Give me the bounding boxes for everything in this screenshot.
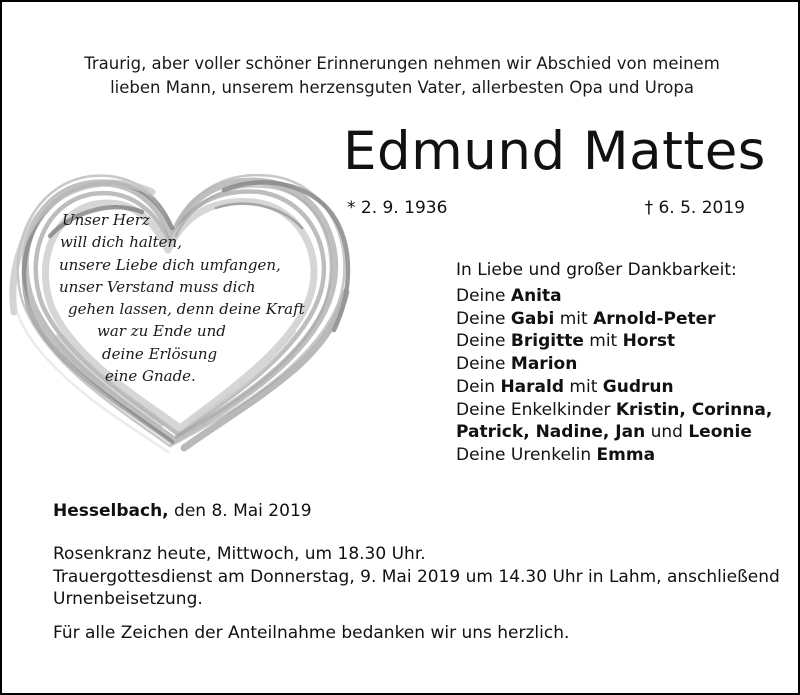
mourner-name: Harald	[500, 376, 565, 397]
service-line: Rosenkranz heute, Mittwoch, um 18.30 Uhr.	[53, 544, 426, 564]
mourner-relation: Deine	[456, 308, 511, 329]
mourner-relation: Deine	[456, 286, 511, 306]
mourner-name: Kristin, Corinna,	[615, 399, 773, 420]
service-line: Trauergottesdienst am Donnerstag, 9. Mai 2019 um 14.30 Uhr in Lahm, anschließend	[53, 566, 780, 587]
poem-line: unser Verstand muss dich	[59, 277, 256, 296]
poem-line: gehen lassen, denn deine Kraft	[68, 300, 305, 319]
mourner-name: Anita	[510, 286, 562, 306]
mourner-row	[456, 353, 772, 376]
place-date	[53, 499, 312, 523]
mourner-name: Arnold-Peter	[593, 308, 716, 329]
mourner-row	[456, 308, 772, 331]
mourner-name: Marion	[510, 354, 578, 375]
mourner-row	[456, 444, 772, 467]
mourner-relation: und	[645, 422, 689, 443]
poem-line: Unser Herz	[62, 211, 150, 229]
intro-line: Traurig, aber voller schöner Erinnerungen nehmen wir Abschied von meinem	[84, 54, 720, 73]
service-info	[53, 543, 780, 611]
mourner-name: Leonie	[688, 422, 752, 443]
poem-line: will dich halten,	[60, 233, 182, 252]
place-date-text: den 8. Mai 2019	[168, 501, 312, 521]
mourner-relation: Deine	[456, 331, 511, 352]
mourner-relation: mit	[554, 308, 594, 329]
mourner-row	[456, 399, 772, 422]
poem	[2, 209, 362, 387]
mourner-name: Patrick, Nadine, Jan	[456, 422, 646, 443]
service-line: Urnenbeisetzung.	[53, 589, 203, 610]
death-date: † 6. 5. 2019	[644, 198, 745, 218]
mourner-relation: mit	[564, 376, 603, 397]
poem-line: deine Erlösung	[102, 344, 218, 363]
mourner-row	[456, 330, 772, 353]
intro-text	[2, 52, 800, 100]
mourner-name: Emma	[596, 444, 656, 465]
mourner-name: Brigitte	[510, 331, 584, 352]
mourner-name: Gabi	[510, 308, 555, 329]
closing-thanks: Für alle Zeichen der Anteilnahme bedanken wir uns herzlich.	[53, 623, 570, 643]
mourner-row	[456, 421, 772, 444]
mourner-relation: Deine	[456, 354, 511, 375]
mourner-relation: Deine Enkelkinder	[456, 399, 616, 420]
mourner-row	[456, 285, 772, 308]
poem-line: war zu Ende und	[97, 322, 226, 341]
mourners-list	[456, 285, 772, 467]
birth-date: * 2. 9. 1936	[347, 198, 448, 218]
place-town: Hesselbach,	[53, 501, 169, 521]
deceased-name: Edmund Mattes	[343, 121, 766, 182]
mourner-relation: mit	[583, 331, 623, 352]
mourner-relation: Dein	[456, 376, 501, 397]
poem-line: unsere Liebe dich umfangen,	[59, 255, 281, 274]
mourner-name: Gudrun	[602, 376, 674, 397]
mourners-intro: In Liebe und großer Dankbarkeit:	[456, 260, 737, 280]
mourner-relation: Deine Urenkelin	[456, 444, 597, 465]
mourner-name: Horst	[622, 331, 676, 352]
mourner-row	[456, 376, 772, 399]
intro-line: lieben Mann, unserem herzensguten Vater, allerbesten Opa und Uropa	[110, 78, 694, 97]
poem-line: eine Gnade.	[105, 367, 196, 386]
